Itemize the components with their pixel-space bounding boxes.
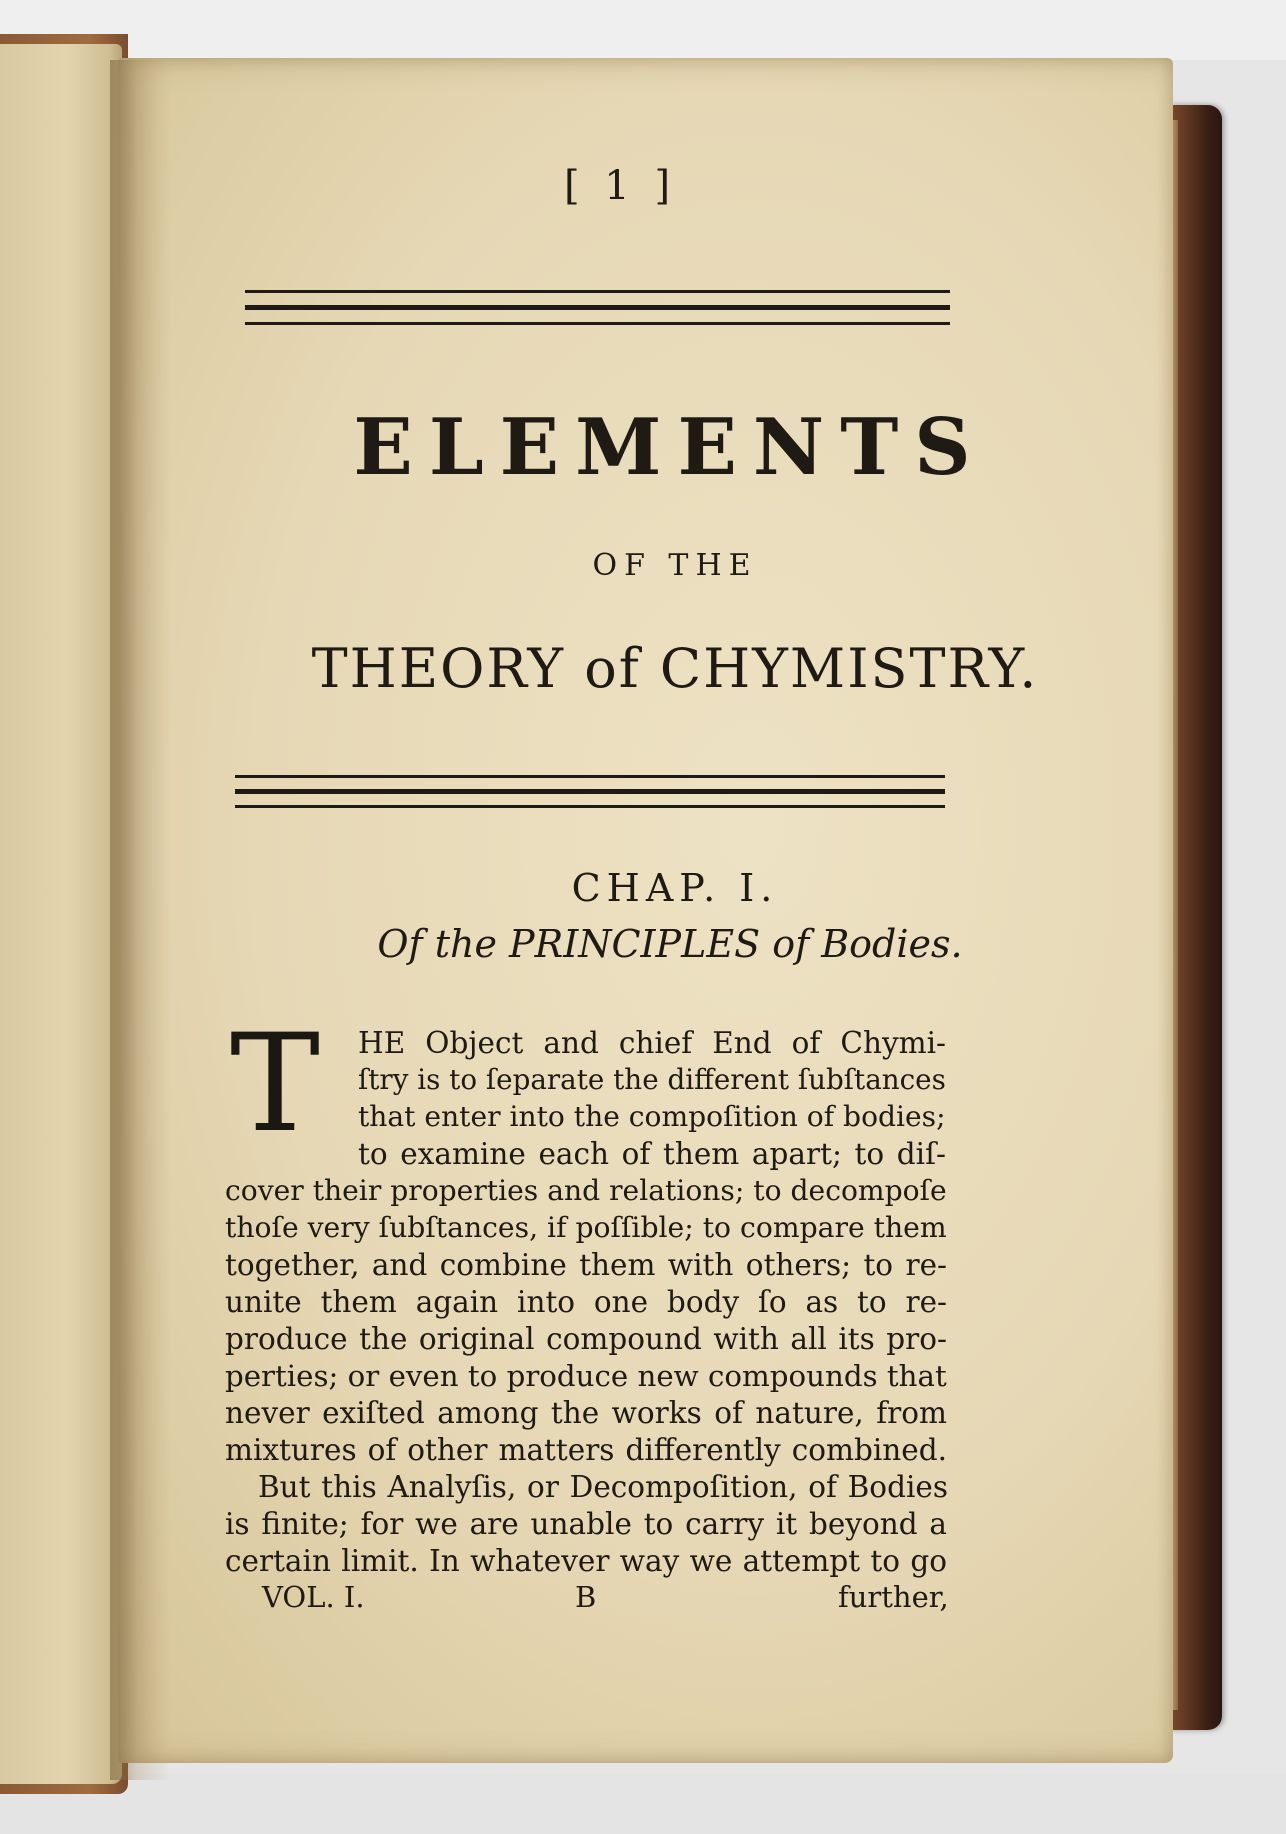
catchword: further,: [838, 1580, 949, 1614]
chapter-subtitle: Of the PRINCIPLES of Bodies.: [377, 922, 963, 966]
body-line: that enter into the compoſition of bodies;: [358, 1100, 946, 1133]
body-line: unite them again into one body ſo as to re-: [225, 1285, 947, 1319]
body-line: certain limit. In whatever way we attempt to go: [225, 1544, 947, 1578]
signature-mark: B: [575, 1580, 597, 1614]
body-line: ſtry is to ſeparate the different ſubſtances: [358, 1063, 946, 1096]
body-line: mixtures of other matters differently combined.: [225, 1433, 947, 1467]
body-line: perties; or even to produce new compounds that: [225, 1359, 947, 1393]
body-line: produce the original compound with all its pro-: [225, 1322, 947, 1356]
book-main-title: THEORY of CHYMISTRY.: [311, 637, 1039, 700]
body-line: together, and combine them with others; to re-: [225, 1248, 947, 1282]
body-line: thoſe very ſubſtances, if poſſible; to compare them: [225, 1211, 947, 1244]
book-title: ELEMENTS: [353, 402, 987, 493]
body-line: HE Object and chief End of Chymi-: [358, 1026, 946, 1060]
chapter-heading: CHAP. I.: [571, 866, 779, 910]
page-number: [ 1 ]: [563, 163, 677, 209]
background-top: [0, 0, 1286, 60]
body-line: cover their properties and relations; to decompoſe: [225, 1174, 947, 1207]
middle-rule-lower: [235, 805, 945, 808]
middle-rule-middle: [235, 789, 945, 794]
volume-number: VOL. I.: [262, 1580, 365, 1614]
body-line: But this Analyſis, or Decompoſition, of Bodies: [258, 1470, 948, 1504]
body-line: is finite; for we are unable to carry it beyond a: [225, 1507, 947, 1541]
left-page: [0, 44, 122, 1784]
drop-cap: T: [230, 1005, 321, 1162]
body-line: to examine each of them apart; to diſ-: [358, 1137, 946, 1171]
top-rule-upper: [245, 290, 950, 293]
background-bottom: [0, 1774, 1286, 1834]
middle-rule-upper: [235, 775, 945, 778]
book-subtitle: OF THE: [592, 548, 758, 583]
top-rule-middle: [245, 305, 950, 310]
book-gutter-shadow: [110, 60, 170, 1780]
top-rule-lower: [245, 322, 950, 325]
body-line: never exiſted among the works of nature, from: [225, 1396, 947, 1430]
